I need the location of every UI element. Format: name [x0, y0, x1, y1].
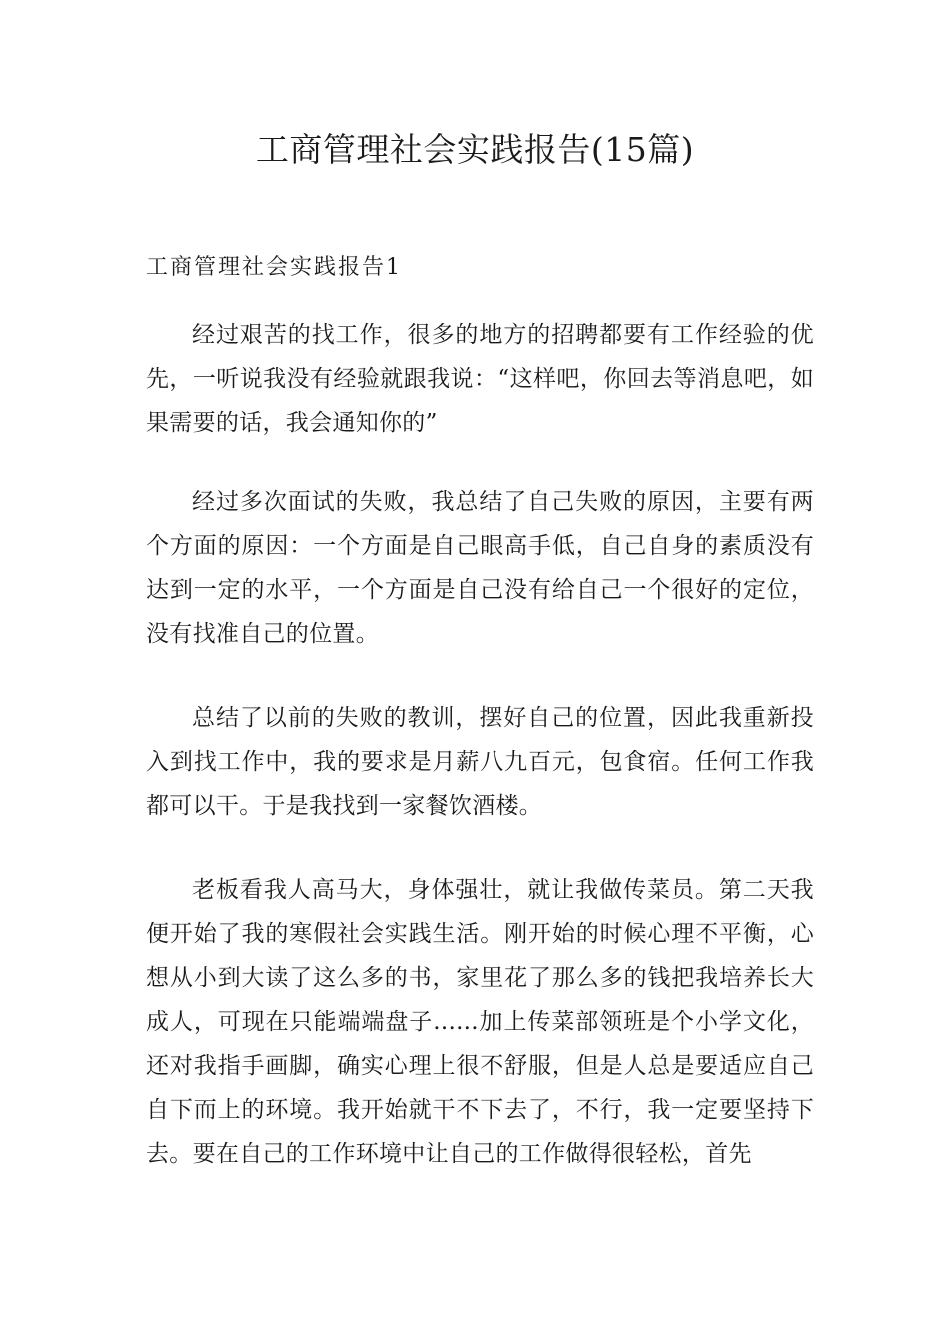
document-title: 工商管理社会实践报告(15篇): [255, 130, 695, 169]
paragraph-3: 总结了以前的失败的教训，摆好自己的位置，因此我重新投入到找工作中，我的要求是月薪八九百元，包食宿。任何工作我都可以干。于是我找到一家餐饮酒楼。: [146, 705, 814, 819]
paragraph-2: 经过多次面试的失败，我总结了自己失败的原因，主要有两个方面的原因：一个方面是自己眼高手低，自己自身的素质没有达到一定的水平，一个方面是自己没有给自己一个很好的定位，没有找准自己的位置。: [146, 489, 814, 647]
section-heading: 工商管理社会实践报告1: [146, 255, 402, 280]
paragraph-4: 老板看我人高马大，身体强壮，就让我做传菜员。第二天我便开始了我的寒假社会实践生活。刚开始的时候心理不平衡，心想从小到大读了这么多的书，家里花了那么多的钱把我培养长大成人，可现在只能端端盘子......加上传菜部领班是个小学文化，还对我指手画脚，确实心理上很不舒服，但是人总是要适应自己自下而上的环境。我开始就干不下去了，不行，我一定要坚持下去。要在自己的工作环境中让自己的工作做得很轻松，首先: [146, 877, 814, 1167]
paragraph-1: 经过艰苦的找工作，很多的地方的招聘都要有工作经验的优先，一听说我没有经验就跟我说：“这样吧，你回去等消息吧，如果需要的话，我会通知你的”: [146, 322, 814, 436]
